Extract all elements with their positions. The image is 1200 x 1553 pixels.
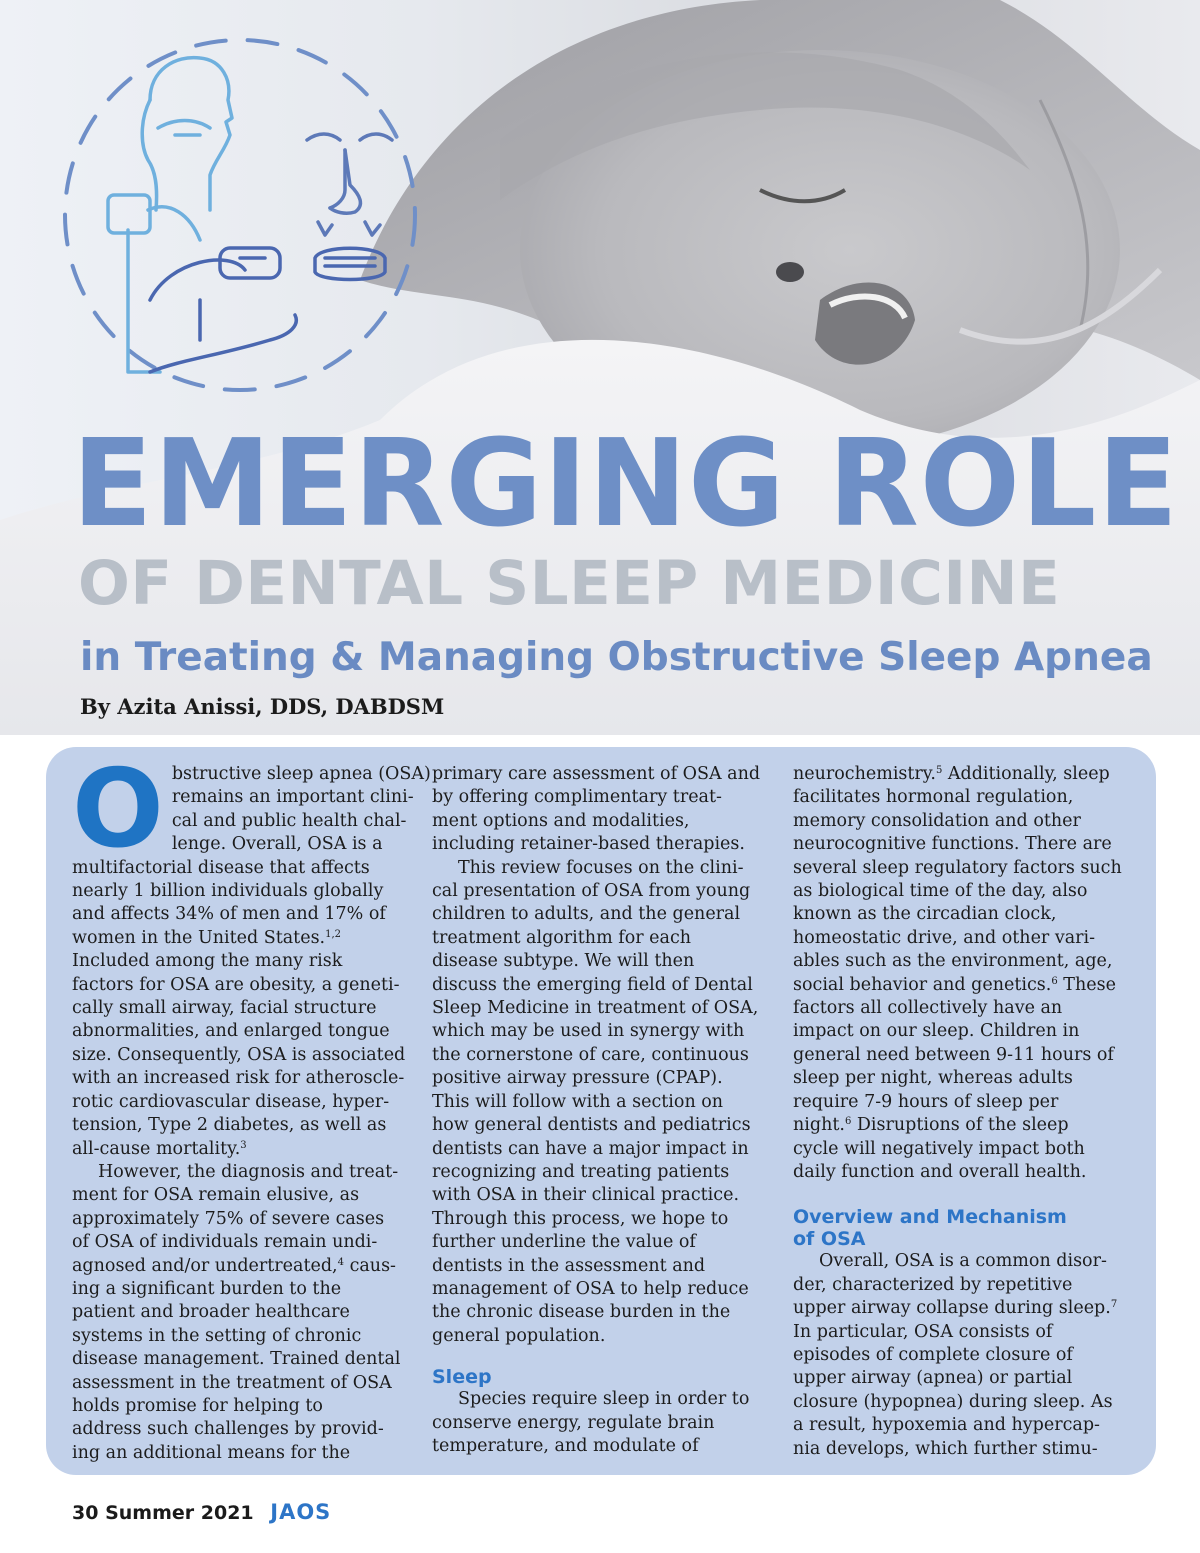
text-line: rotic cardiovascular disease, hyper-: [72, 1091, 390, 1112]
text-line: how general dentists and pediatrics: [432, 1115, 751, 1136]
text-line: management of OSA to help reduce: [432, 1278, 749, 1299]
text-line: factors for OSA are obesity, a geneti-: [72, 974, 400, 995]
text-line: cal presentation of OSA from young: [432, 881, 751, 902]
article-column-2: [432, 763, 770, 1458]
airway-head-profile-icon: [108, 58, 232, 372]
text-line: ables such as the environment, age,: [793, 951, 1113, 972]
drop-cap: O: [72, 747, 164, 872]
text-span: Additionally, sleep: [942, 764, 1110, 784]
text-line: ment options and modalities,: [432, 810, 690, 831]
text-line: closure (hypopnea) during sleep. As: [793, 1391, 1113, 1412]
text-line: systems in the setting of chronic: [72, 1325, 362, 1346]
citation: 3: [240, 1139, 247, 1151]
text-line: dentists can have a major impact in: [432, 1138, 749, 1159]
text-line: size. Consequently, OSA is associated: [72, 1044, 406, 1065]
hero-banner: [0, 0, 1200, 735]
heading-line: Overview and Mechanism: [793, 1206, 1067, 1229]
text-span: upper airway collapse during sleep.: [793, 1298, 1111, 1319]
text-line: [793, 1114, 1133, 1137]
text-line: [793, 1297, 1133, 1320]
page-number: 30: [72, 1502, 99, 1524]
text-line: approximately 75% of severe cases: [72, 1208, 385, 1229]
text-line: factors all collectively have an: [793, 998, 1063, 1019]
text-line: several sleep regulatory factors such: [793, 857, 1122, 878]
text-line: multifactorial disease that affects: [72, 857, 370, 878]
text-line: with an increased risk for atheroscle-: [72, 1068, 405, 1089]
text-span: women in the United States.: [72, 927, 326, 948]
text-line: general population.: [432, 1325, 606, 1346]
text-span: agnosed and/or undertreated,: [72, 1255, 338, 1276]
text-line: patient and broader healthcare: [72, 1302, 350, 1323]
article-column-1: [72, 747, 431, 1465]
text-line: of OSA of individuals remain undi-: [72, 1232, 378, 1253]
text-line: ing a significant burden to the: [72, 1278, 342, 1299]
text-line: remains an important clini-: [171, 787, 414, 808]
text-line: including retainer-based therapies.: [432, 834, 745, 855]
text-line: lenge. Overall, OSA is a: [171, 834, 383, 855]
text-line: assessment in the treatment of OSA: [72, 1372, 392, 1393]
text-line: discuss the emerging field of Dental: [432, 974, 753, 995]
paragraph: [432, 763, 770, 857]
text-span: night.: [793, 1115, 845, 1136]
text-line: address such challenges by provid-: [72, 1419, 384, 1440]
sleeping-woman-photo: [0, 0, 1200, 735]
text-line: However, the diagnosis and treat-: [98, 1161, 399, 1182]
paragraph: [72, 1161, 407, 1465]
text-line: treatment algorithm for each: [432, 927, 692, 948]
text-line: and affects 34% of men and 17% of: [72, 904, 386, 925]
text-line: positive airway pressure (CPAP).: [432, 1068, 723, 1089]
text-line: ment for OSA remain elusive, as: [72, 1185, 360, 1206]
text-span: neurochemistry.: [793, 764, 936, 784]
text-line: bstructive sleep apnea (OSA): [171, 764, 431, 784]
text-line: a result, hypoxemia and hypercap-: [793, 1415, 1100, 1436]
text-line: recognizing and treating patients: [432, 1161, 730, 1182]
text-line: general need between 9-11 hours of: [793, 1044, 1114, 1065]
text-line: cycle will negatively impact both: [793, 1138, 1085, 1159]
issue-date: Summer 2021: [105, 1502, 254, 1524]
text-line: nia develops, which further stimu-: [793, 1438, 1098, 1459]
text-line: Through this process, we hope to: [432, 1208, 729, 1229]
text-line: the chronic disease burden in the: [432, 1302, 731, 1323]
text-line: [72, 1255, 407, 1278]
paragraph: [432, 1388, 770, 1458]
text-span: social behavior and genetics.: [793, 974, 1052, 995]
text-line: neurocognitive functions. There are: [793, 834, 1112, 855]
text-line: homeostatic drive, and other vari-: [793, 927, 1096, 948]
text-line: dentists in the assessment and: [432, 1255, 706, 1276]
text-span: Disruptions of the sleep: [851, 1115, 1069, 1136]
text-line: conserve energy, regulate brain: [432, 1412, 715, 1433]
text-line: holds promise for helping to: [72, 1395, 323, 1416]
paragraph: [432, 857, 770, 1349]
citation: 6: [844, 1116, 852, 1128]
text-line: with OSA in their clinical practice.: [432, 1185, 740, 1206]
article-subtitle: in Treating & Managing Obstructive Sleep Apnea: [80, 635, 1153, 680]
citation: 4: [337, 1256, 344, 1268]
text-line: temperature, and modulate of: [432, 1435, 699, 1456]
author-byline: By Azita Anissi, DDS, DABDSM: [80, 694, 445, 719]
text-line: memory consolidation and other: [793, 810, 1081, 831]
text-line: [72, 1138, 407, 1161]
citation: 1,2: [325, 928, 342, 940]
text-line: This review focuses on the clini-: [458, 857, 744, 878]
face-icon: [307, 134, 392, 235]
article-column-3: [793, 763, 1133, 1461]
article-title: EMERGING ROLE: [72, 412, 1179, 554]
section-heading-overview: [793, 1206, 1133, 1250]
citation: 5: [935, 765, 943, 776]
text-line: disease management. Trained dental: [72, 1349, 401, 1370]
text-line: primary care assessment of OSA and: [432, 764, 761, 784]
text-line: Overall, OSA is a common disor-: [819, 1251, 1107, 1272]
text-line: Species require sleep in order to: [458, 1389, 750, 1410]
text-line: daily function and overall health.: [793, 1161, 1087, 1182]
text-line: known as the circadian clock,: [793, 904, 1057, 925]
text-line: cal and public health chal-: [171, 810, 407, 831]
cpap-machine-icon: [150, 248, 296, 372]
paragraph: [793, 763, 1133, 1184]
citation: 6: [1051, 975, 1058, 987]
text-line: [793, 763, 1133, 786]
text-line: the cornerstone of care, continuous: [432, 1044, 749, 1065]
text-line: abnormalities, and enlarged tongue: [72, 1021, 390, 1042]
page-footer: [72, 1500, 331, 1524]
paragraph: [793, 1250, 1133, 1461]
text-line: episodes of complete closure of: [793, 1344, 1073, 1365]
text-line: ing an additional means for the: [72, 1442, 351, 1463]
text-span: These: [1057, 974, 1116, 995]
text-span: caus-: [344, 1255, 396, 1276]
text-line: Sleep Medicine in treatment of OSA,: [432, 998, 759, 1019]
text-line: require 7-9 hours of sleep per: [793, 1091, 1059, 1112]
text-line: facilitates hormonal regulation,: [793, 787, 1074, 808]
text-line: [793, 974, 1133, 997]
citation: 7: [1110, 1299, 1118, 1311]
text-line: nearly 1 billion individuals globally: [72, 881, 384, 902]
text-line: This will follow with a section on: [432, 1091, 724, 1112]
text-line: sleep per night, whereas adults: [793, 1068, 1073, 1089]
text-span: all-cause mortality.: [72, 1138, 241, 1159]
journal-name: JAOS: [270, 1500, 332, 1524]
text-line: der, characterized by repetitive: [793, 1274, 1073, 1295]
sleep-apnea-illustration-icon: [65, 40, 415, 390]
section-heading-sleep: Sleep: [432, 1366, 492, 1389]
text-line: tension, Type 2 diabetes, as well as: [72, 1115, 387, 1136]
text-line: disease subtype. We will then: [432, 951, 695, 972]
text-line: which may be used in synergy with: [432, 1021, 745, 1042]
text-line: impact on our sleep. Children in: [793, 1021, 1080, 1042]
text-line: Included among the many risk: [72, 951, 343, 972]
text-line: upper airway (apnea) or partial: [793, 1368, 1073, 1389]
text-line: [72, 927, 407, 950]
text-line: In particular, OSA consists of: [793, 1321, 1053, 1342]
article-title-subline: OF DENTAL SLEEP MEDICINE: [78, 548, 1061, 619]
text-line: children to adults, and the general: [432, 904, 741, 925]
text-line: further underline the value of: [432, 1232, 696, 1253]
text-line: as biological time of the day, also: [793, 881, 1088, 902]
text-line: cally small airway, facial structure: [72, 998, 377, 1019]
heading-line: of OSA: [793, 1228, 866, 1251]
text-line: by offering complimentary treat-: [432, 787, 722, 808]
